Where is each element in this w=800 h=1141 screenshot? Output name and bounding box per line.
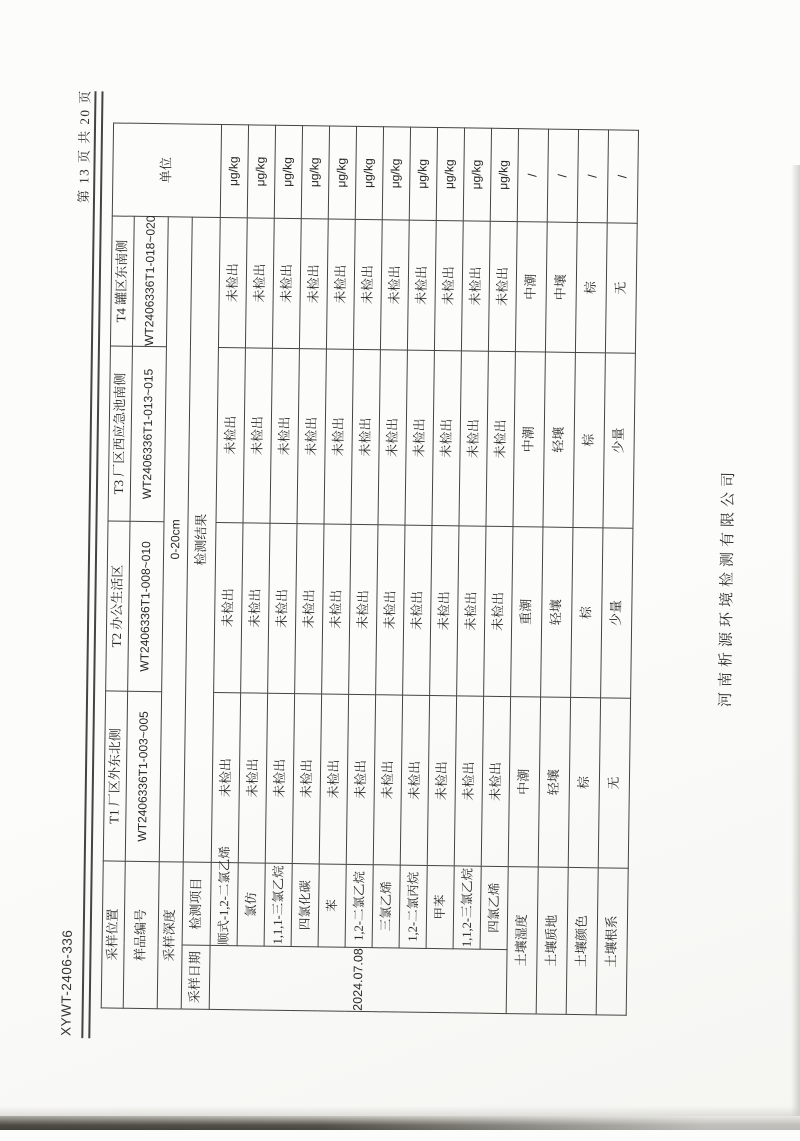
sample-id-t4: WT2406336T1-018~020 bbox=[132, 216, 168, 346]
soil-property-value: 无 bbox=[598, 698, 630, 868]
document-number: XYWT-2406-336 bbox=[58, 929, 75, 1037]
result-value: 未检出 bbox=[349, 524, 378, 694]
row-header-item: 检测项目 bbox=[182, 862, 211, 945]
sample-id-t2: WT2406336T1-008~010 bbox=[128, 521, 164, 691]
soil-property-value: 重潮 bbox=[511, 527, 543, 697]
depth-value: 0-20cm bbox=[159, 217, 192, 862]
unit-value: μg/kg bbox=[490, 128, 518, 221]
result-value: 未检出 bbox=[432, 350, 461, 525]
test-item-name: 1,2-二氯乙烷 bbox=[345, 864, 373, 947]
result-value: 未检出 bbox=[461, 221, 490, 351]
soil-property-value: 轻壤 bbox=[543, 352, 575, 527]
result-value: 未检出 bbox=[373, 695, 402, 865]
row-header-depth: 采样深度 bbox=[157, 862, 183, 1009]
result-value: 未检出 bbox=[484, 526, 513, 696]
soil-property-value: 中潮 bbox=[515, 222, 547, 352]
result-value: 未检出 bbox=[403, 525, 432, 695]
row-header-unit: 单位 bbox=[112, 123, 221, 217]
result-value: 未检出 bbox=[265, 693, 294, 863]
footer-company: 河南析源环境检测有限公司 bbox=[717, 466, 738, 708]
results-table bbox=[101, 122, 639, 1015]
result-value: 未检出 bbox=[378, 350, 407, 525]
result-value: 未检出 bbox=[297, 349, 326, 524]
result-section-label: 检测结果 bbox=[183, 217, 220, 862]
result-value: 未检出 bbox=[353, 219, 382, 349]
header-double-rule bbox=[81, 91, 103, 1038]
result-value: 未检出 bbox=[400, 695, 429, 865]
row-header-date: 采样日期 bbox=[181, 945, 210, 1009]
result-value: 未检出 bbox=[407, 220, 436, 350]
row-header-sample-id: 样品编号 bbox=[123, 861, 159, 1008]
soil-property-name: 土壤湿度 bbox=[506, 867, 538, 1014]
scan-edge-bottom bbox=[0, 1116, 800, 1130]
location-t3: T3 厂区西应急池南侧 bbox=[108, 346, 132, 521]
soil-property-value: 轻壤 bbox=[541, 527, 573, 697]
location-t1: T1 厂区外东北侧 bbox=[103, 691, 127, 861]
scan-edge-right bbox=[791, 165, 800, 1118]
result-value: 未检出 bbox=[454, 696, 483, 866]
result-value: 未检出 bbox=[238, 693, 267, 863]
scan-edge-bottom-fade bbox=[0, 1106, 800, 1116]
result-value: 未检出 bbox=[272, 218, 301, 348]
soil-property-value: 棕 bbox=[571, 527, 603, 697]
unit-value: μg/kg bbox=[301, 126, 329, 219]
result-value: 未检出 bbox=[459, 351, 488, 526]
result-value: 未检出 bbox=[324, 349, 353, 524]
location-t2: T2 办公生活区 bbox=[106, 521, 130, 691]
result-value: 未检出 bbox=[270, 348, 299, 523]
unit-value: / bbox=[577, 129, 608, 222]
sample-id-t3: WT2406336T1-013~015 bbox=[130, 346, 166, 521]
soil-property-value: 无 bbox=[605, 223, 637, 353]
result-value: 未检出 bbox=[245, 218, 274, 348]
test-item-name: 1,1,1-三氯乙烷 bbox=[264, 863, 292, 946]
result-value: 未检出 bbox=[319, 694, 348, 864]
result-value: 未检出 bbox=[299, 219, 328, 349]
unit-value: μg/kg bbox=[355, 126, 383, 219]
test-item-name: 氯仿 bbox=[237, 863, 265, 946]
result-value: 未检出 bbox=[380, 220, 409, 350]
unit-value: μg/kg bbox=[436, 127, 464, 220]
test-item-name: 1,2-二氯丙烷 bbox=[399, 865, 427, 948]
unit-value: μg/kg bbox=[409, 127, 437, 220]
result-value: 未检出 bbox=[481, 696, 510, 866]
result-value: 未检出 bbox=[346, 694, 375, 864]
result-value: 未检出 bbox=[405, 350, 434, 525]
unit-value: / bbox=[607, 130, 638, 223]
unit-value: μg/kg bbox=[328, 126, 356, 219]
result-value: 未检出 bbox=[216, 347, 245, 522]
soil-property-value: 中壤 bbox=[545, 222, 577, 352]
result-value: 未检出 bbox=[241, 523, 270, 693]
soil-property-value: 轻壤 bbox=[538, 697, 570, 867]
test-item-name: 苯 bbox=[318, 864, 346, 947]
data-rows bbox=[209, 124, 638, 1015]
result-value: 未检出 bbox=[214, 522, 243, 692]
result-value: 未检出 bbox=[434, 220, 463, 350]
unit-value: μg/kg bbox=[274, 125, 302, 218]
test-item-name: 四氯乙烯 bbox=[480, 866, 508, 949]
soil-property-value: 棕 bbox=[575, 222, 607, 352]
result-value: 未检出 bbox=[376, 525, 405, 695]
location-t4: T4 罐区东南侧 bbox=[110, 216, 134, 346]
test-item-name: 顺式-1,2-二氯乙烯 bbox=[210, 862, 238, 945]
soil-property-value: 少量 bbox=[601, 528, 633, 698]
unit-value: / bbox=[547, 129, 578, 222]
page-indicator: 第 13 页 共 20 页 bbox=[75, 89, 93, 204]
result-value: 未检出 bbox=[488, 221, 517, 351]
result-value: 未检出 bbox=[457, 526, 486, 696]
soil-property-value: 棕 bbox=[568, 697, 600, 867]
soil-property-name: 土壤颜色 bbox=[566, 867, 598, 1014]
row-header-location: 采样位置 bbox=[101, 861, 125, 1008]
soil-property-value: 中潮 bbox=[508, 697, 540, 867]
test-item-name: 三氯乙烯 bbox=[372, 865, 400, 948]
result-value: 未检出 bbox=[351, 349, 380, 524]
soil-property-value: 少量 bbox=[603, 353, 635, 528]
result-value: 未检出 bbox=[268, 523, 297, 693]
unit-value: μg/kg bbox=[247, 125, 275, 218]
soil-property-value: 中潮 bbox=[513, 352, 545, 527]
result-value: 未检出 bbox=[427, 695, 456, 865]
result-value: 未检出 bbox=[295, 524, 324, 694]
unit-value: μg/kg bbox=[220, 124, 248, 217]
result-value: 未检出 bbox=[211, 692, 240, 862]
result-value: 未检出 bbox=[322, 524, 351, 694]
sample-id-t1: WT2406336T1-003~005 bbox=[125, 691, 161, 861]
test-item-name: 甲苯 bbox=[426, 865, 454, 948]
test-item-name: 1,1,2-三氯乙烷 bbox=[453, 866, 481, 949]
unit-value: / bbox=[517, 129, 548, 222]
result-value: 未检出 bbox=[243, 348, 272, 523]
test-item-name: 四氯化碳 bbox=[291, 864, 319, 947]
result-value: 未检出 bbox=[218, 217, 247, 347]
unit-value: μg/kg bbox=[463, 128, 491, 221]
soil-property-value: 棕 bbox=[573, 352, 605, 527]
result-value: 未检出 bbox=[486, 351, 515, 526]
soil-property-name: 土壤根系 bbox=[596, 868, 628, 1015]
soil-property-name: 土壤质地 bbox=[536, 867, 568, 1014]
sampling-date-value: 2024.07.08 bbox=[209, 945, 507, 1013]
result-value: 未检出 bbox=[292, 694, 321, 864]
result-value: 未检出 bbox=[326, 219, 355, 349]
unit-value: μg/kg bbox=[382, 127, 410, 220]
result-value: 未检出 bbox=[430, 525, 459, 695]
